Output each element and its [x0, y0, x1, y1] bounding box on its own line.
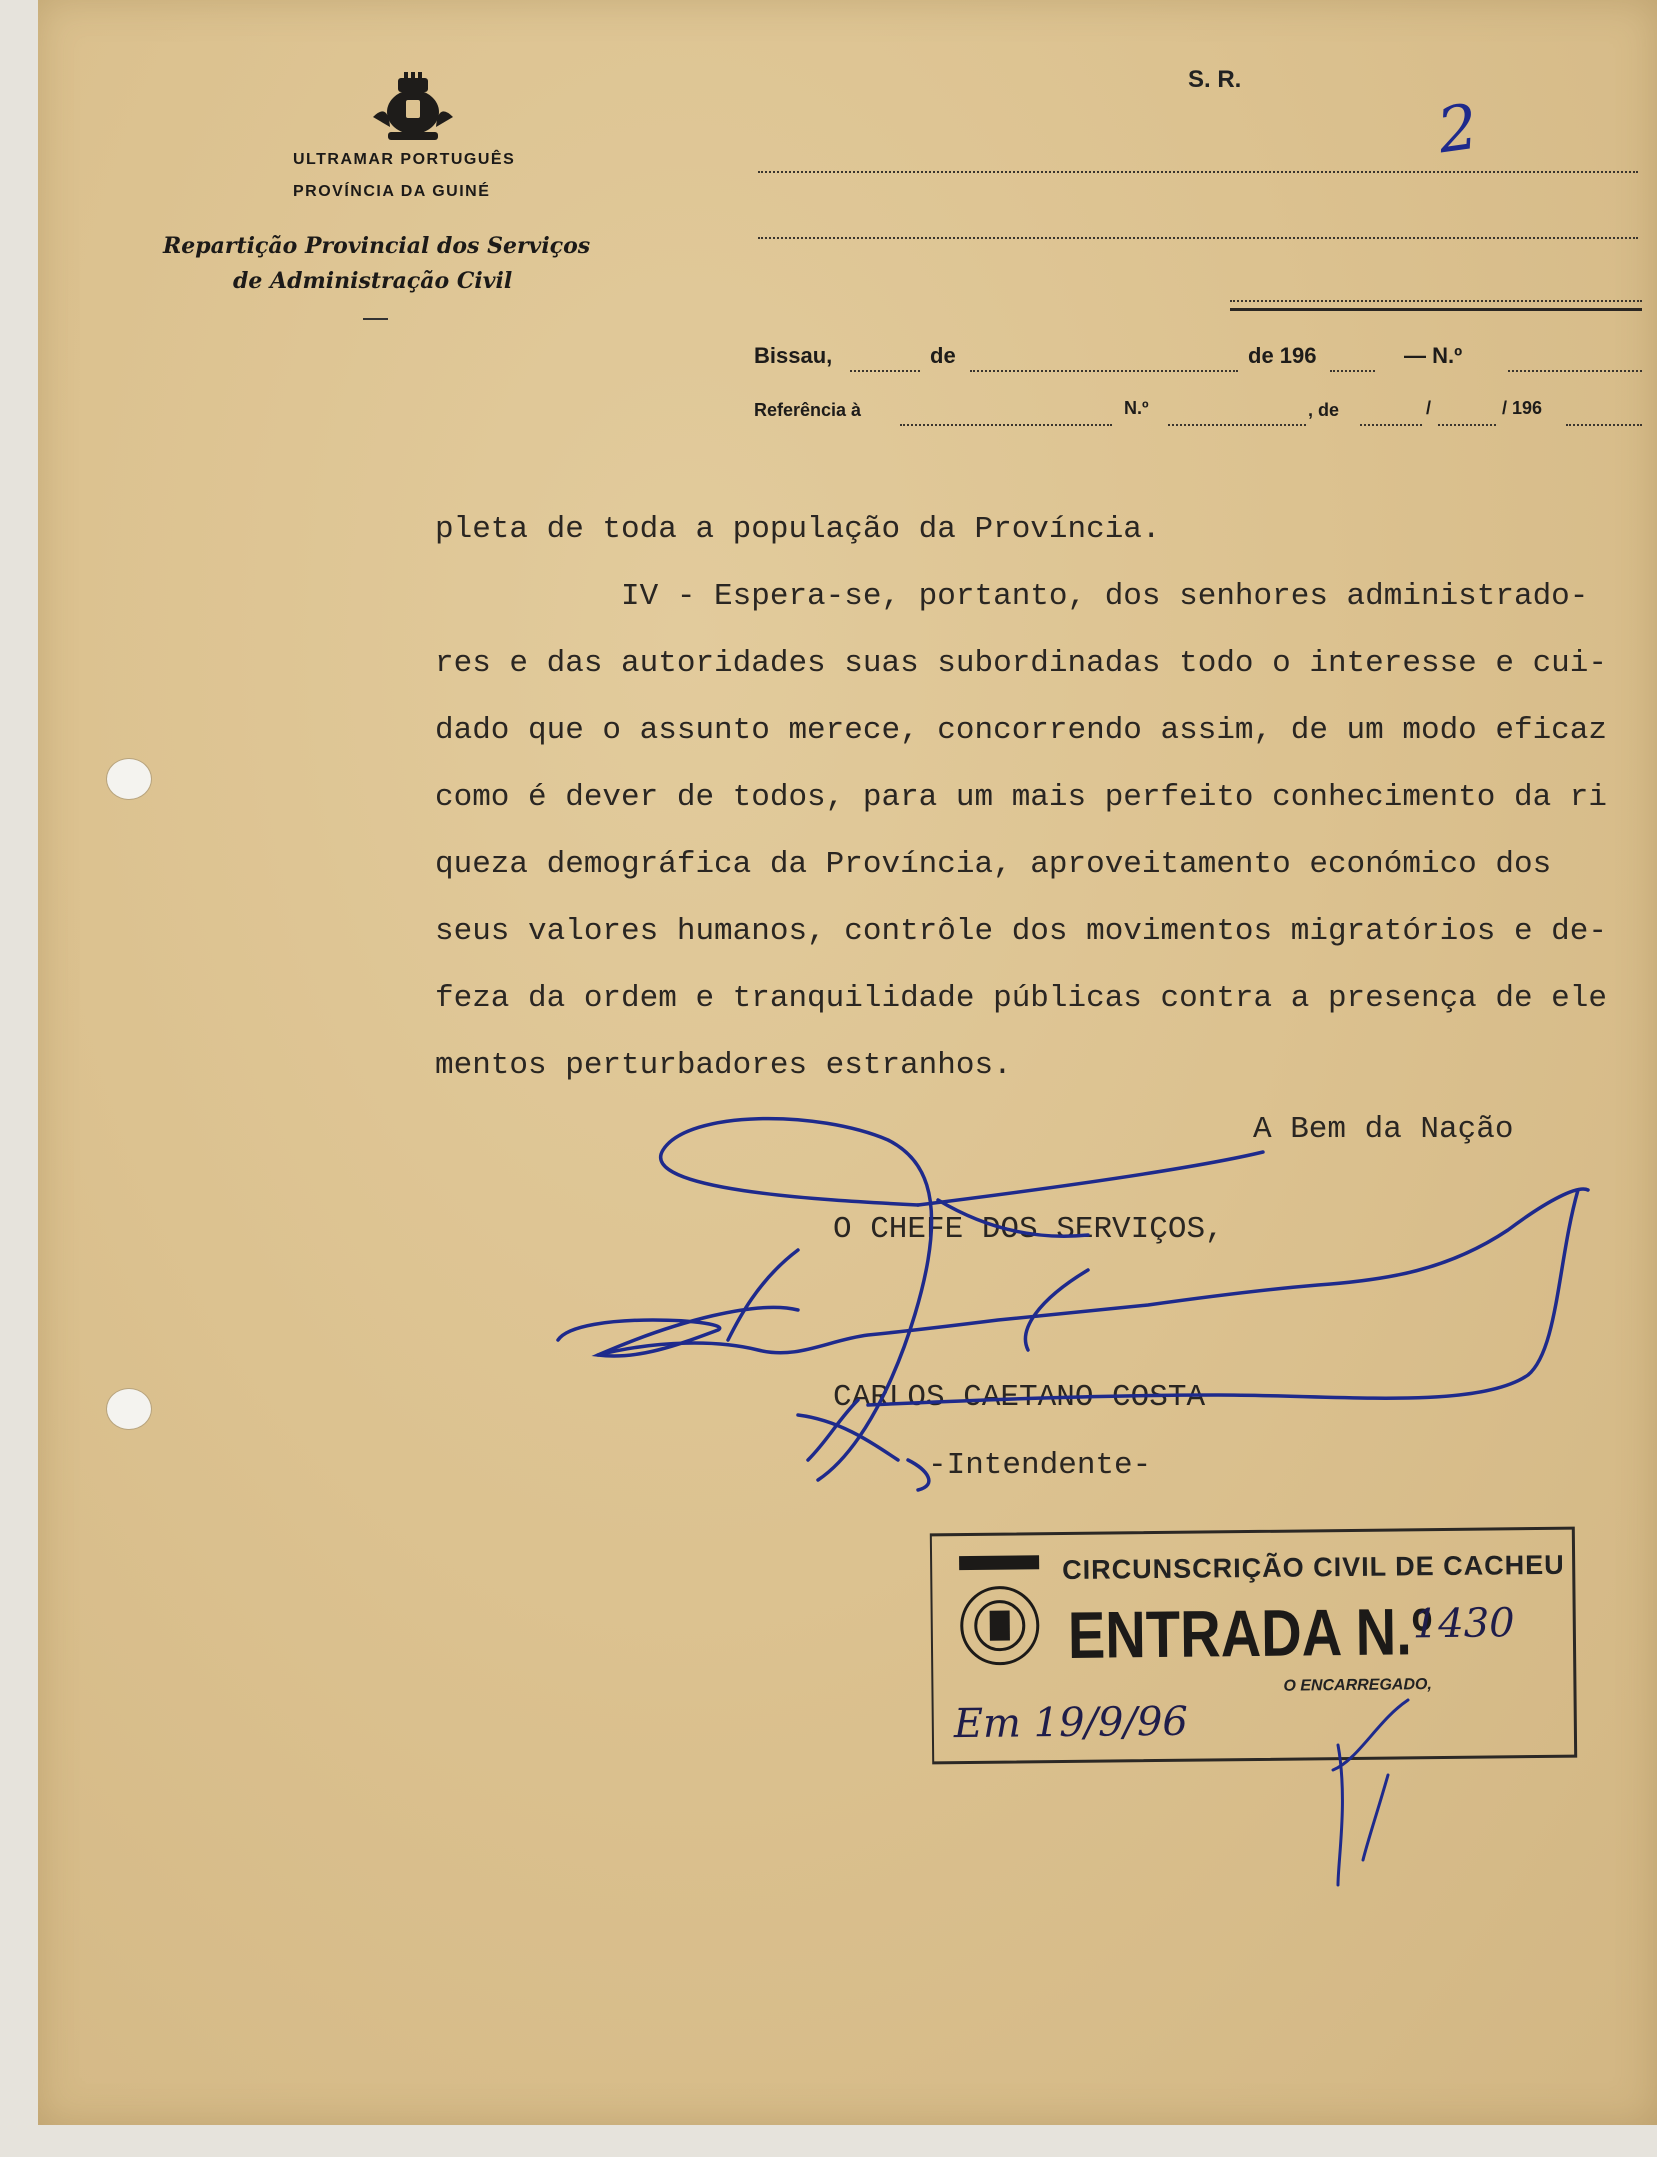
stamp-date: Em 19/9/96	[953, 1698, 1189, 1748]
number-label: — N.º	[1404, 343, 1463, 368]
de-label: de	[930, 343, 956, 368]
reference-label: Referência à	[754, 400, 862, 420]
body-line: como é dever de todos, para um mais perfeito conhecimento da ri	[435, 780, 1607, 815]
stamp-initials	[38, 0, 1657, 2125]
stamp-office: CIRCUNSCRIÇÃO CIVIL DE CACHEU	[1062, 1549, 1565, 1585]
ref-de-label: , de	[1308, 400, 1340, 420]
document-sheet	[38, 0, 1657, 2125]
letterhead-line2: PROVÍNCIA DA GUINÉ	[293, 183, 491, 200]
body-line: dado que o assunto merece, concorrendo assim, de um modo eficaz	[435, 713, 1607, 748]
body-line: res e das autoridades suas subordinadas todo o interesse e cui-	[435, 646, 1607, 681]
ref-year-label: / 196	[1502, 398, 1543, 418]
body-line: mentos perturbadores estranhos.	[435, 1048, 1012, 1083]
ref-slash: /	[1426, 398, 1432, 418]
body-line: pleta de toda a população da Província.	[435, 512, 1161, 547]
ref-number-label: N.º	[1124, 398, 1149, 418]
signer-rank: -Intendente-	[928, 1448, 1152, 1483]
letterhead-line1: ULTRAMAR PORTUGUÊS	[293, 151, 516, 168]
bissau-label: Bissau,	[754, 343, 833, 368]
office-name-line1: Repartição Provincial dos Serviços	[163, 233, 591, 259]
stamp-signed-by: O ENCARREGADO,	[1283, 1676, 1432, 1695]
stamp-entry-number: 1430	[1412, 1600, 1515, 1648]
body-line: seus valores humanos, contrôle dos movimentos migratórios e de-	[435, 914, 1607, 949]
stamp-entry-label: ENTRADA N.º	[1067, 1594, 1433, 1672]
body-line: IV - Espera-se, portanto, dos senhores administrado-	[435, 579, 1589, 614]
signer-title: O CHEFE DOS SERVIÇOS,	[833, 1212, 1224, 1247]
sr-label: S. R.	[1188, 66, 1242, 93]
signer-name: CARLOS CAETANO COSTA	[833, 1380, 1206, 1415]
office-name-line2: de Administração Civil	[233, 268, 513, 294]
body-line: feza da ordem e tranquilidade públicas contra a presença de ele	[435, 981, 1607, 1016]
body-line: queza demográfica da Província, aproveitamento económico dos	[435, 847, 1552, 882]
handwritten-page-number: 2	[1433, 89, 1483, 168]
year-label: de 196	[1248, 343, 1317, 368]
closing-salutation: A Bem da Nação	[1253, 1112, 1514, 1147]
